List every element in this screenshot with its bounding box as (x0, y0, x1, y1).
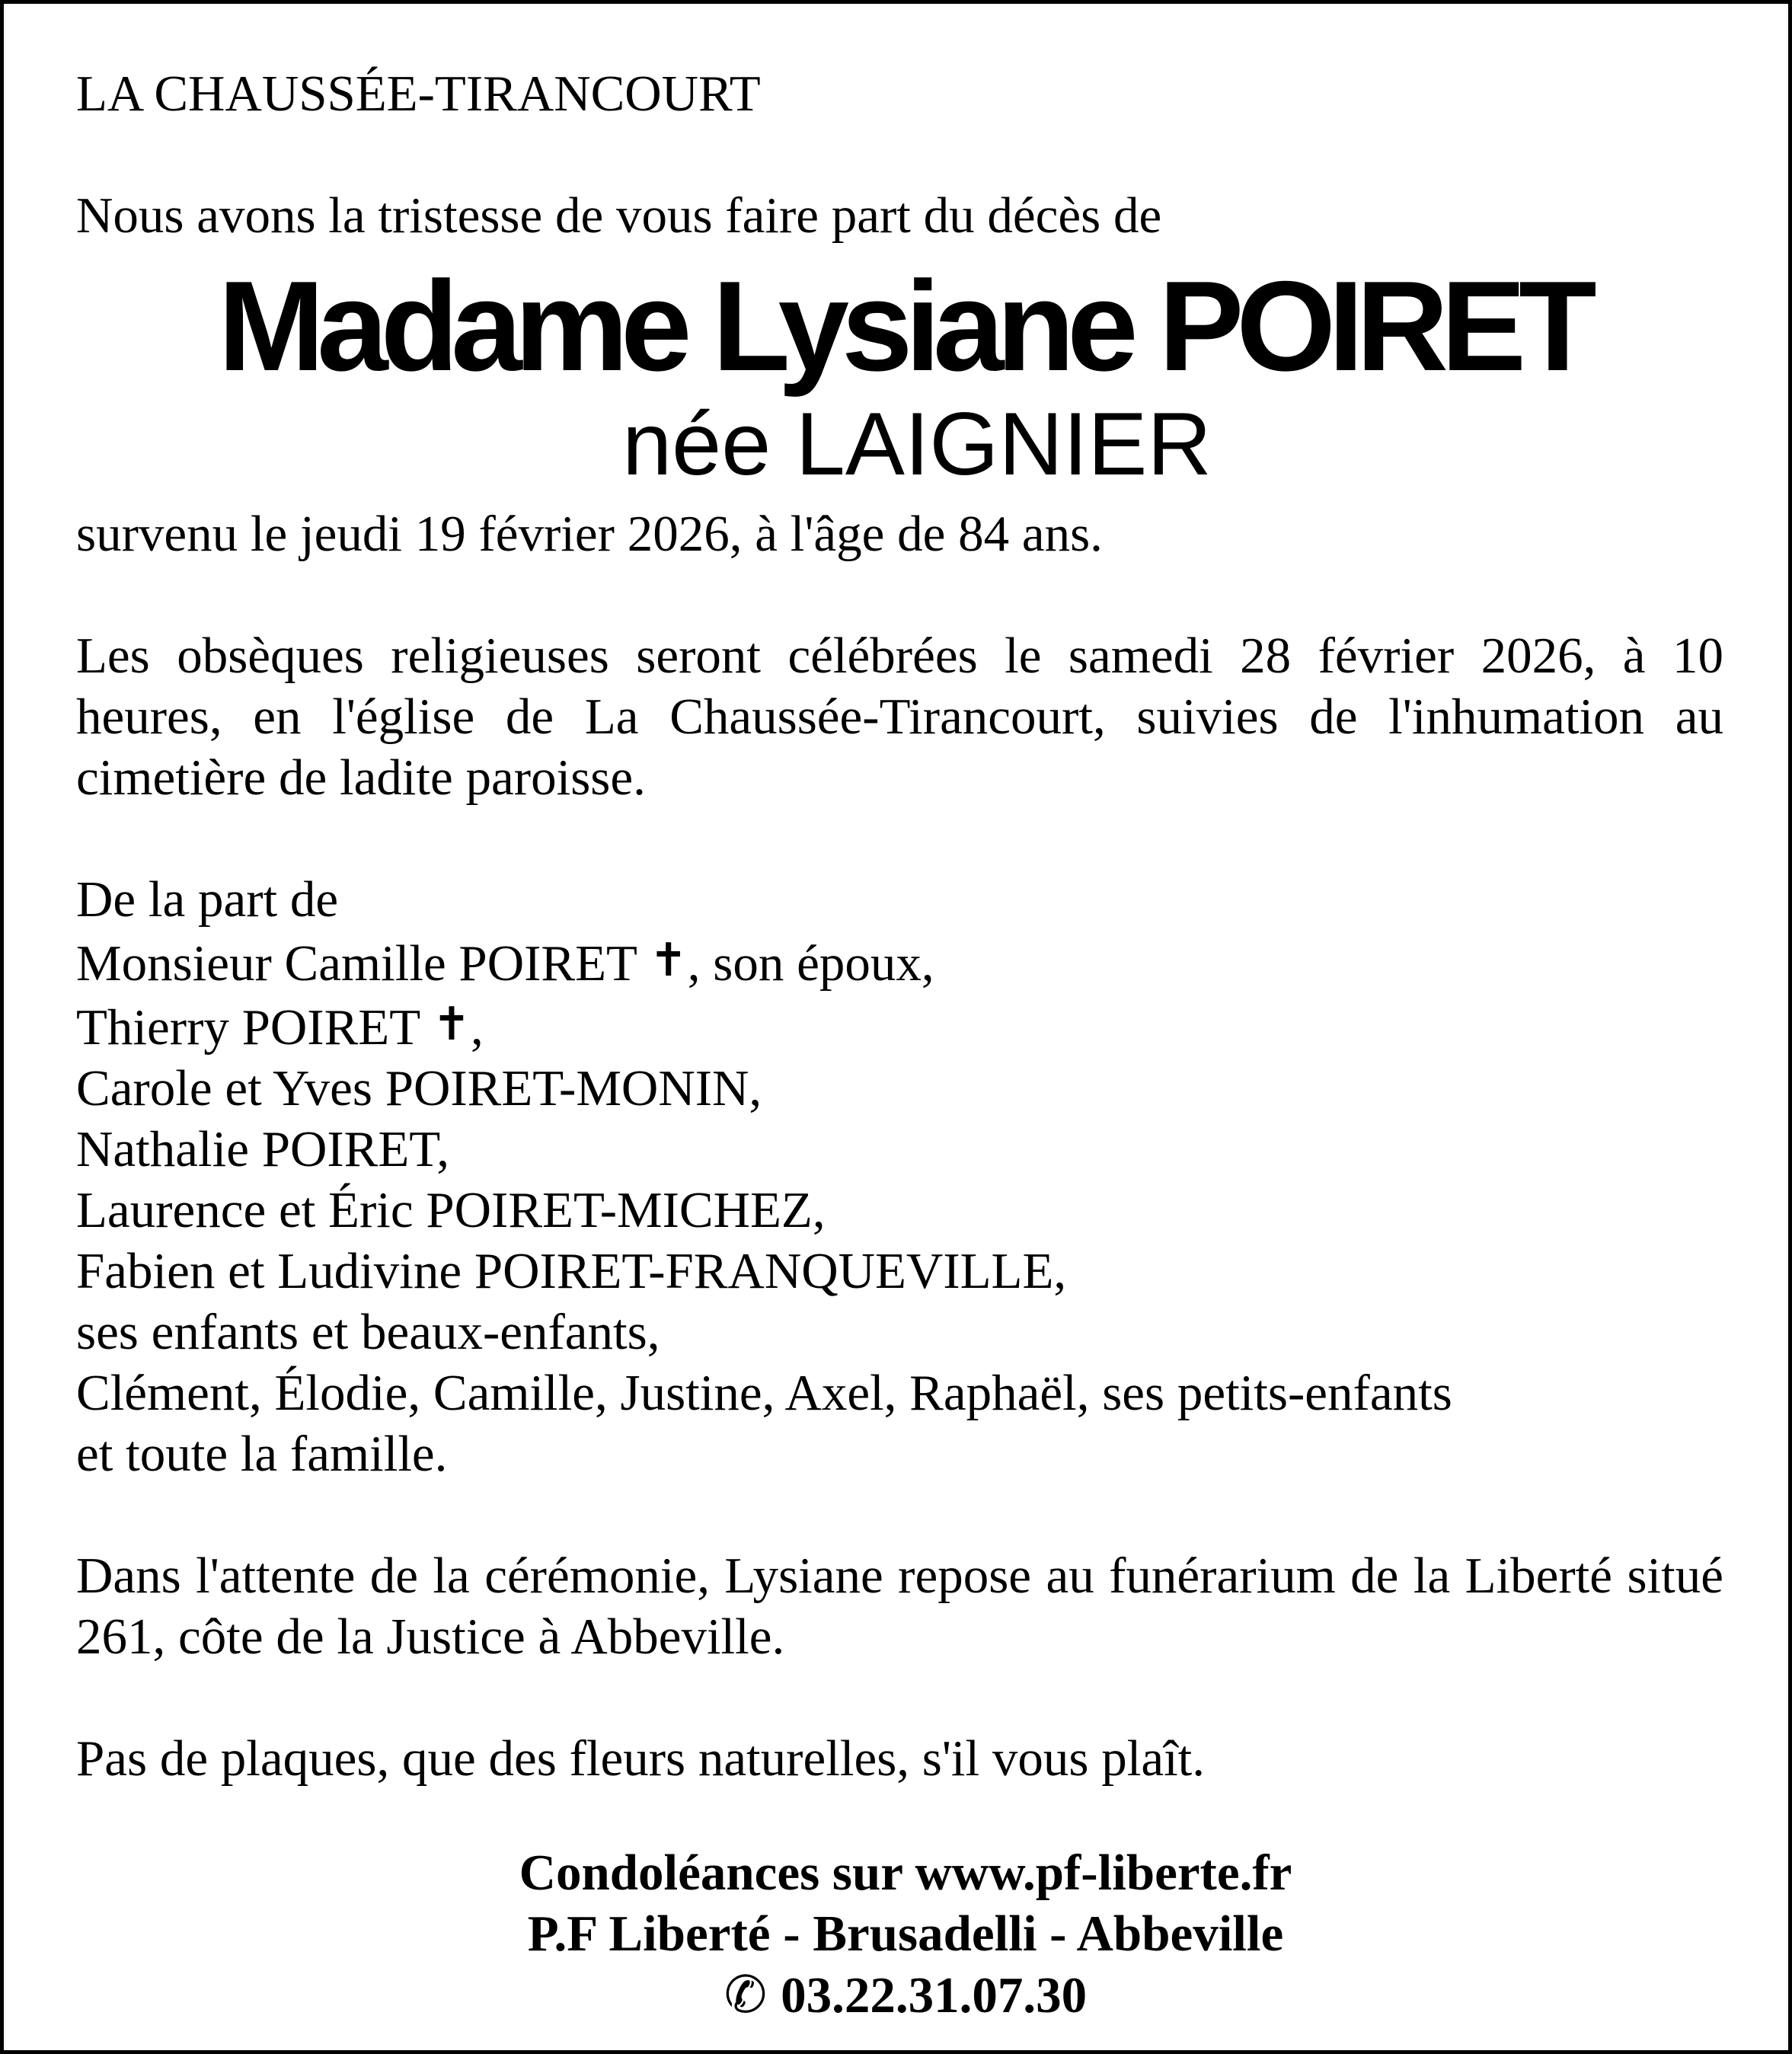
family-section (76, 869, 1716, 1484)
intro-line: Nous avons la tristesse de vous faire part du décès de (76, 187, 1162, 244)
family-line: et toute la famille. (76, 1426, 448, 1482)
rest-paragraph: Dans l'attente de la cérémonie, Lysiane repose au funérarium de la Liberté situé 261, côte de la Justice à Abbeville. (76, 1548, 1723, 1665)
family-line: Fabien et Ludivine POIRET-FRANQUEVILLE, (76, 1243, 1067, 1299)
deceased-name: Madame Lysiane POIRET (218, 254, 1589, 398)
family-husband (76, 930, 1716, 994)
family-line: Laurence et Éric POIRET-MICHEZ, (76, 1182, 826, 1238)
cross-icon: ✝ (649, 934, 688, 987)
death-line: survenu le jeudi 19 février 2026, à l'âge de 84 ans. (76, 506, 1103, 562)
phone-line (95, 1964, 1716, 2026)
family-line: Clément, Élodie, Camille, Justine, Axel, Raphaël, ses petits-enfants (76, 1365, 1452, 1421)
maiden-name: née LAIGNIER (622, 394, 1212, 494)
funeral-paragraph: Les obsèques religieuses seront célébrées le samedi 28 février 2026, à 10 heures, en l'église de La Chaussée-Tirancourt, suivies de l'inhumation au cimetière de ladite paroisse. (76, 628, 1723, 806)
husband-suffix: , son époux, (687, 935, 934, 992)
family-line: Nathalie POIRET, (76, 1121, 449, 1177)
family-line: ses enfants et beaux-enfants, (76, 1304, 660, 1360)
flowers-line: Pas de plaques, que des fleurs naturelles, s'il vous plaît. (76, 1730, 1206, 1787)
phone-number: 03.22.31.07.30 (781, 1967, 1088, 2024)
cross-icon: ✝ (432, 998, 471, 1051)
family-intro: De la part de (76, 871, 339, 928)
son-name: Thierry POIRET (76, 999, 420, 1056)
condolences-line: Condoléances sur www.pf-liberte.fr (519, 1845, 1292, 1901)
company-line: P.F Liberté - Brusadelli - Abbeville (527, 1905, 1284, 1962)
town-name: LA CHAUSSÉE-TIRANCOURT (76, 65, 761, 122)
phone-icon: ✆ (724, 1965, 768, 2024)
son-suffix: , (470, 999, 484, 1056)
family-son (76, 994, 1716, 1058)
footer (95, 1842, 1716, 2026)
husband-name: Monsieur Camille POIRET (76, 935, 637, 992)
family-line: Carole et Yves POIRET-MONIN, (76, 1060, 762, 1116)
